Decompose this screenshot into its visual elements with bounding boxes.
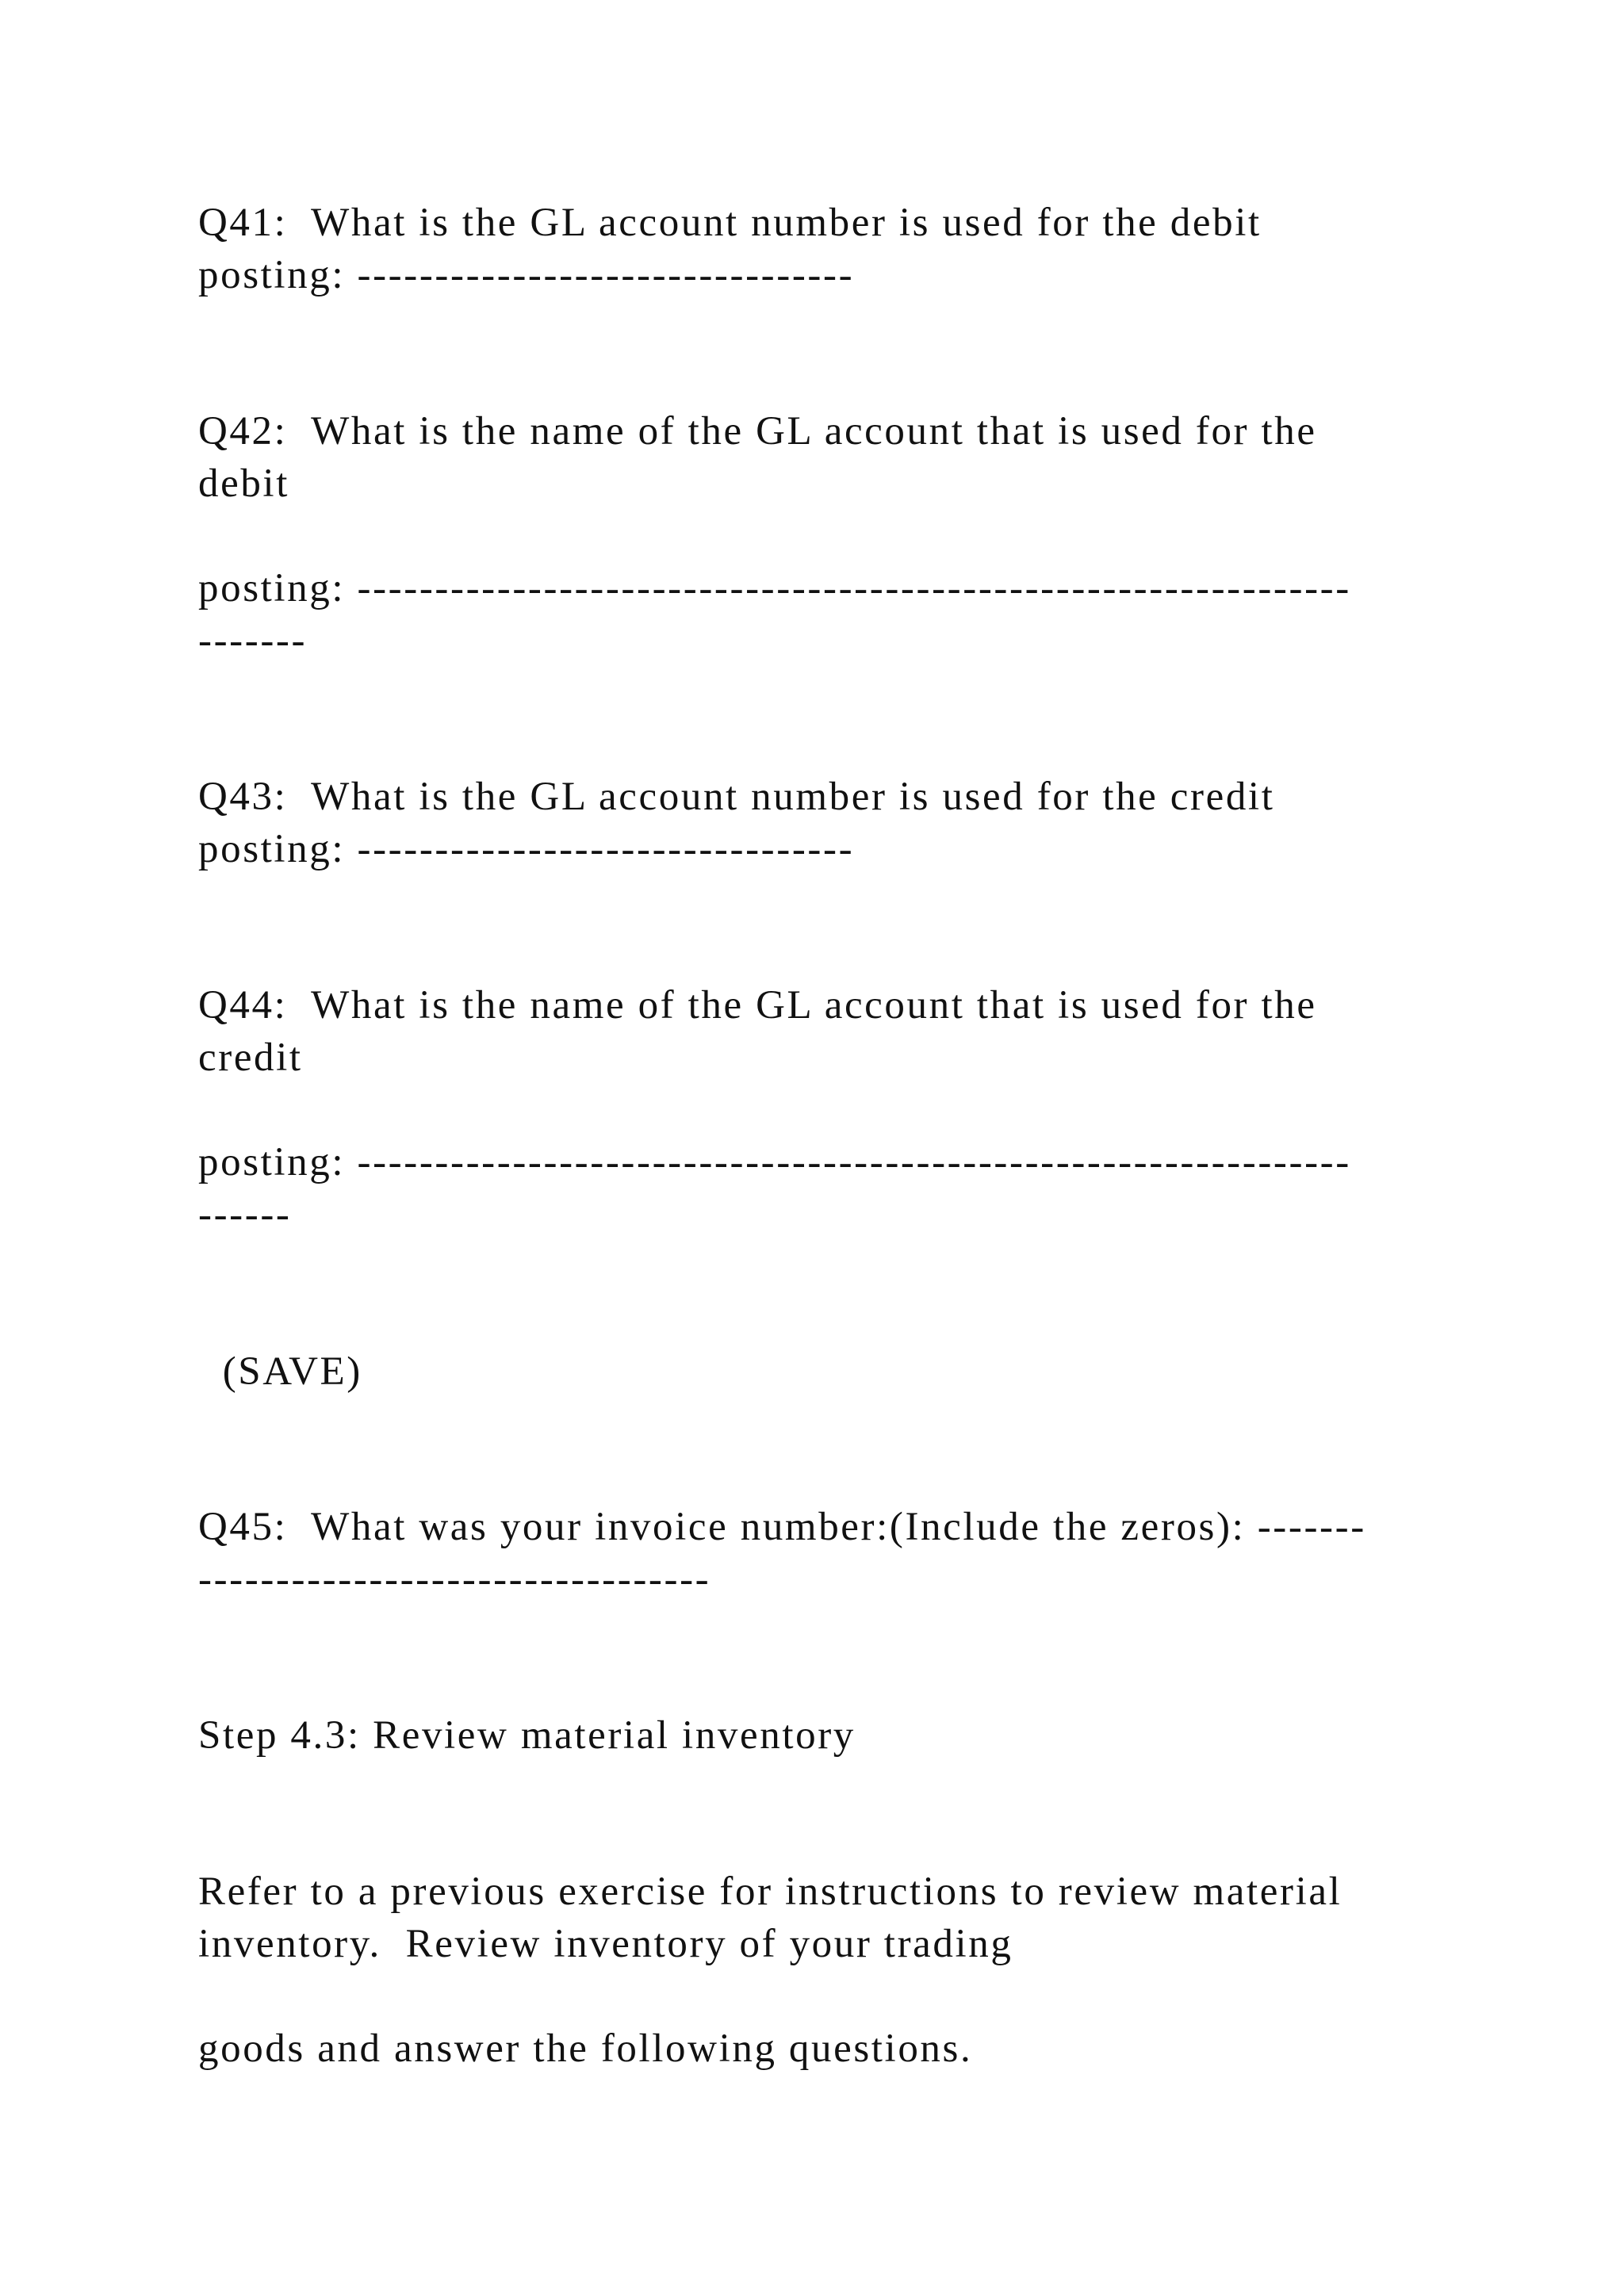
q44-line-3: posting: ----------------------------------------------------------------: [198, 1140, 1351, 1184]
q45-line-1: Q45: What was your invoice number:(Include the zeros): -------: [198, 1505, 1366, 1549]
q44-line-1: Q44: What is the name of the GL account that is used for the: [198, 983, 1317, 1027]
save-note: (SAVE): [198, 1349, 362, 1394]
refer-line-1: Refer to a previous exercise for instructions to review material: [198, 1869, 1342, 1914]
refer-line-3: goods and answer the following questions.: [198, 2026, 973, 2071]
q43-line-1: Q43: What is the GL account number is used for the credit: [198, 775, 1275, 819]
q41-line-2: posting: --------------------------------: [198, 253, 855, 297]
q42-line-4: -------: [198, 618, 308, 663]
refer-line-2: inventory. Review inventory of your trading: [198, 1922, 1013, 1966]
q45-line-2: ---------------------------------: [198, 1557, 711, 1601]
q41-line-1: Q41: What is the GL account number is used for the debit: [198, 201, 1262, 245]
q43-line-2: posting: --------------------------------: [198, 827, 855, 871]
q42-line-2: debit: [198, 461, 289, 506]
q44-line-2: credit: [198, 1035, 303, 1080]
q42-line-1: Q42: What is the name of the GL account that is used for the: [198, 409, 1317, 453]
q44-line-4: ------: [198, 1192, 292, 1237]
q42-line-3: posting: ----------------------------------------------------------------: [198, 566, 1351, 610]
step-heading: Step 4.3: Review material inventory: [198, 1713, 856, 1758]
